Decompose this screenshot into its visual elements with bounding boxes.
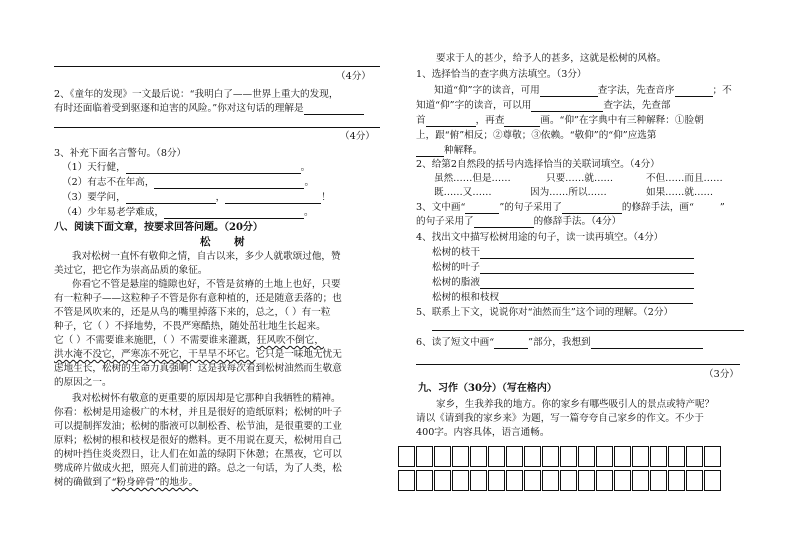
proverb-2: （2）有志不在年高， 。 [62,177,315,188]
use-line: 松树的根和枝杈 [432,291,693,304]
question-2: 2、给第2自然段的括号内选择恰当的关联词填空。（4分） [416,159,660,170]
writing-grid-row[interactable] [398,446,722,467]
question-1-line: 首 ，再查 画。“仰”在字典中有三种解释：①脸朝 [416,115,704,126]
answer-blank[interactable] [164,208,304,219]
paragraph-line: 的树叶挡住炎炎烈日，让人们在如盖的绿阴下休憩；在黑夜，它可以 [54,449,342,460]
writing-grid-cell[interactable] [470,470,487,491]
paragraph-line: 原料；松树的根和枝杈是很好的燃料。更不用说在夏天，松树用自己 [54,435,342,446]
question-1: 1、选择恰当的查字典方法填空。（3分） [416,69,587,80]
answer-line [416,364,740,365]
answer-blank[interactable] [675,86,713,97]
paragraph-line: 美过它，把它作为崇高品质的象征。 [54,265,208,276]
writing-grid-cell[interactable] [470,446,487,467]
section-8-heading: 八、阅读下面文章，按要求回答问题。（20分） [54,222,263,233]
writing-grid-cell[interactable] [524,446,541,467]
answer-blank[interactable] [126,193,216,204]
wavy-underlined-sentence: 洪水淹不没它，严寒冻不死它，干旱旱不坏它。 [54,349,256,360]
answer-blank[interactable] [504,116,540,127]
use-line: 松树的叶子 [432,261,694,274]
writing-grid-cell[interactable] [632,446,649,467]
section-9-heading: 九、习作（30分）（写在格内） [418,383,557,394]
answer-blank[interactable] [562,203,622,214]
writing-grid-cell[interactable] [668,446,685,467]
writing-grid-cell[interactable] [686,446,703,467]
answer-line [54,66,380,67]
conjunction-option: 只要……就…… [546,173,614,184]
question-3: 3、文中画“ ”的句子采用了 的修辞手法，画“ ” [416,202,725,213]
writing-grid-cell[interactable] [704,446,721,467]
question-3-cont: 的句子采用了 的修辞手法。（4分） [416,216,622,227]
writing-grid-cell[interactable] [686,470,703,491]
essay-prompt: 400字。内容具体，语言通畅。 [416,427,550,438]
answer-blank[interactable] [591,338,703,349]
writing-grid-cell[interactable] [434,446,451,467]
writing-grid-cell[interactable] [650,446,667,467]
paragraph-line: 我对松树怀有敬意的更重要的原因却是它那种自我牺牲的精神。 [72,393,341,404]
paragraph-line: 要求于人的甚少，给予人的甚多，这就是松树的风格。 [436,53,667,64]
answer-blank[interactable] [480,248,694,259]
writing-grid-cell[interactable] [488,446,505,467]
writing-grid-cell[interactable] [542,470,559,491]
proverb-1: （1）天行健， 。 [62,162,311,173]
writing-grid-cell[interactable] [560,470,577,491]
conjunction-option: 既……又…… [434,187,492,198]
paragraph-line: 洪水淹不没它，严寒冻不死它，干旱旱不坏它。它只是一味地无忧无 [54,349,342,360]
answer-line [432,330,744,331]
writing-grid-cell[interactable] [434,470,451,491]
paragraph-line: 的原因之一。 [54,377,112,388]
wavy-underlined-sentence: 狂风吹不倒它， [256,335,324,346]
question-1-line: 知道“仰”字的读音，可用 查字法，先查音序 ；不 [434,85,732,96]
writing-grid-cell[interactable] [650,470,667,491]
writing-grid-cell[interactable] [578,446,595,467]
paragraph-line: 可以提制挥发油；松树的脂液可以制松香、松节油，是很重要的工业 [54,421,342,432]
answer-blank[interactable] [126,163,301,174]
answer-blank[interactable] [540,86,598,97]
writing-grid-cell[interactable] [560,446,577,467]
writing-grid-cell[interactable] [632,470,649,491]
writing-grid-cell[interactable] [596,470,613,491]
wavy-mark [694,204,720,214]
writing-grid-cell[interactable] [506,446,523,467]
writing-grid-cell[interactable] [704,470,721,491]
writing-grid-cell[interactable] [614,470,631,491]
writing-grid-cell[interactable] [668,470,685,491]
conjunction-option: 如果……就…… [646,187,714,198]
writing-grid-cell[interactable] [416,470,433,491]
score-label: （3分） [704,369,739,380]
paragraph-line: 虑地生长，松树的生命力真强啊！这是我每次看到松树油然而生敬意 [54,363,342,374]
writing-grid-cell[interactable] [398,470,415,491]
writing-grid-cell[interactable] [398,446,415,467]
wavy-underlined-sentence: “粉身碎骨”的地步。 [111,477,199,488]
writing-grid-cell[interactable] [614,446,631,467]
essay-prompt: 家乡，生我养我的地方。你的家乡有哪些吸引人的景点或特产呢？ [436,399,715,410]
question-6: 6、读了短文中画“ ”部分，我想到 [416,336,703,349]
writing-grid-cell[interactable] [596,446,613,467]
proverb-4: （4）少年易老学难成， 。 [62,207,314,218]
use-line: 松树的脂液 [432,276,694,289]
answer-blank[interactable] [474,217,534,228]
answer-blank[interactable] [480,278,694,289]
writing-grid-cell[interactable] [488,470,505,491]
paragraph-line: 你看：松树是用途极广的木材，并且是很好的造纸原料；松树的叶子 [54,407,342,418]
answer-blank[interactable] [465,203,499,214]
writing-grid-cell[interactable] [452,446,469,467]
answer-blank[interactable] [426,116,476,127]
writing-grid-cell[interactable] [542,446,559,467]
writing-grid-cell[interactable] [578,470,595,491]
question-2-cont: 有时还面临着受到驱逐和迫害的风险。”你对这句话的理解是 [54,102,364,115]
answer-blank[interactable] [416,146,444,157]
score-label: （4分） [340,131,375,142]
proverb-3: （3）要学问， ， ！ [62,192,331,203]
writing-grid-cell[interactable] [524,470,541,491]
paragraph-line: 劈成碎片做成火把，照亮人们前进的路。总之一句话，为了人类，松 [54,463,342,474]
paragraph-line: 有一粒种子——这粒种子不管是你有意种植的，还是随意丢落的；也 [54,293,342,304]
answer-blank[interactable] [499,293,693,304]
paragraph-line: 树的确做到了“粉身碎骨”的地步。 [54,477,199,488]
question-1-line: 种解释。 [416,144,482,157]
question-4: 4、找出文中描写松树用途的句子，读一读再填空。（4分） [416,232,664,243]
question-3: 3、补充下面名言警句。（8分） [54,148,187,159]
question-1-line: 知道“仰”字的读音，可以用 查字法，先查部 [416,100,671,111]
writing-grid-cell[interactable] [416,446,433,467]
essay-prompt: 请以《请到我的家乡来》为题，写一篇夸夸自己家乡的作文。不少于 [416,413,704,424]
writing-grid-row[interactable] [398,470,722,491]
score-label: （4分） [336,71,371,82]
question-2: 2、《童年的发现》一文最后说：“我明白了——世界上重大的发现， [54,89,339,100]
answer-blank[interactable] [225,193,321,204]
paragraph-line: 种子，它（ ）不择地势，不畏严寒酷热，随处茁壮地生长起来。 [54,321,326,332]
article-title: 松 树 [200,236,255,248]
answer-blank[interactable] [304,104,364,115]
answer-line [54,127,380,128]
question-5: 5、联系上下文，说说你对“油然而生”这个词的理解。（2分） [416,307,674,318]
conjunction-option: 因为……所以…… [530,187,607,198]
answer-blank[interactable] [494,338,528,349]
conjunction-option: 不但……而且…… [646,173,723,184]
answer-blank[interactable] [480,263,694,274]
paragraph-line: 你看它不管是悬崖的缝隙也好，不管是贫瘠的土地上也好，只要 [72,279,341,290]
answer-blank[interactable] [154,178,304,189]
conjunction-option: 虽然……但是…… [434,173,511,184]
paragraph-line: 它（ ）不需要谁来施肥，（ ）不需要谁来灌溉，狂风吹不倒它， [54,335,324,346]
answer-blank[interactable] [531,101,603,112]
writing-grid-cell[interactable] [452,470,469,491]
writing-grid-cell[interactable] [506,470,523,491]
use-line: 松树的枝干 [432,246,694,259]
paragraph-line: 不管是风吹来的，还是从鸟的嘴里掉落下来的，总之，（ ）有一粒 [54,307,331,318]
question-1-line: 上，跟“俯”相反；②尊敬；③依赖。“敬仰”的“仰”应选第 [416,130,657,141]
paragraph-line: 我对松树一直怀有敬仰之情，自古以来，多少人就歌颂过他，赞 [72,251,341,262]
